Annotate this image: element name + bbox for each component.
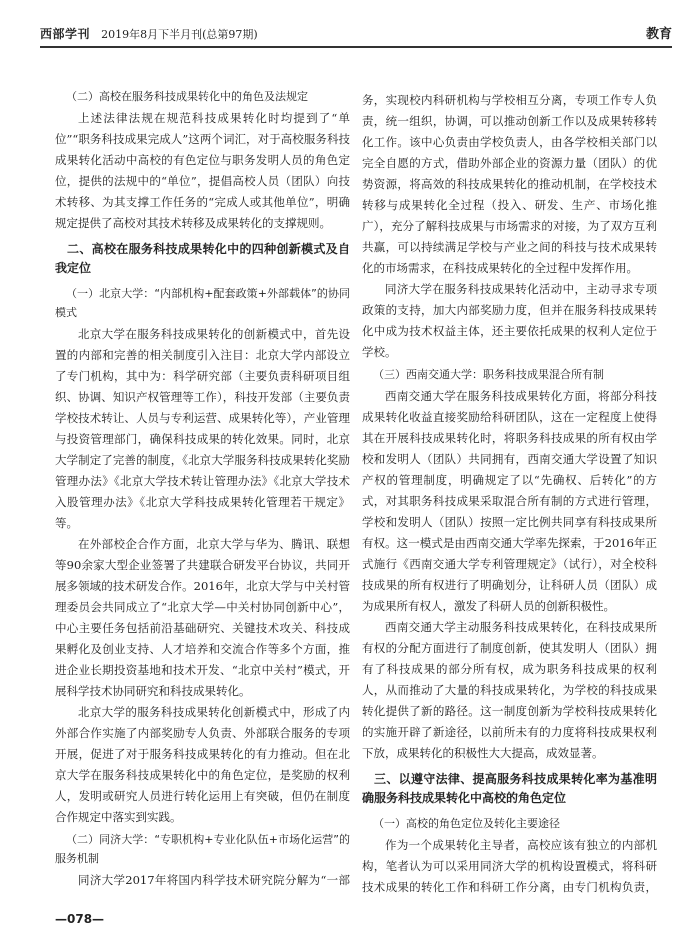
subsection-heading: （三）西南交通大学：职务科技成果混合所有制	[373, 368, 604, 381]
section-heading: 三、以遵守法律、提高服务科技成果转化率为基准明确服务科技成果转化中高校的角色定位	[362, 772, 657, 805]
page-header	[40, 20, 672, 44]
subsection-heading: （一）高校的角色定位及转化主要途径	[373, 817, 560, 830]
paragraph-continued: 务，实现校内科研机构与学校相互分离，专项工作专人负责，统一组织，协调，可以推动创新工作以及成果转移转化工作。该中心负责由学校负责人，由各学校相关部门以完全自愿的方式，借助外部企业的资源力量（团队）的优势资源，将高效的科技成果转化的推动机制，在学校技术转移与成果转化全过程（投入、研发、生产、市场化推广），充分了解科技成果与市场需求的对接，为了双方互利共赢，可以持续满足学校与产业之间的科技与技术成果转化的市场需求，在科技成果转化的全过程中发挥作用。	[362, 93, 657, 275]
subsection-heading: （二）同济大学：“专职机构+专业化队伍+市场化运营”的服务机制	[55, 833, 350, 865]
header-rule	[40, 46, 672, 48]
paragraph: 作为一个成果转化主导者，高校应该有独立的内部机构，笔者认为可以采用同济大学的机构设置模式，将科研技术成果的转化工作和科研工作分离，由专门机构负责，	[362, 838, 657, 894]
paragraph: 上述法律法规在规范科技成果转化时均提到了“单位”“职务科技成果完成人”这两个词汇，对于高校服务科技成果转化活动中高校的有色定位与职务发明人员的角色定位，提供的法规中的“单位”，提倡高校人员（团队）向技术转移、为其支撑工作任务的“完成人或其他单位”，明确规定提供了高校对其技术转移及成果转化的支撑规则。	[55, 111, 350, 230]
page-number: —078—	[55, 912, 105, 926]
section-label: 教育	[645, 26, 672, 42]
paragraph: 北京大学的服务科技成果转化创新模式中，形成了内外部合作实施了内部奖励专人负责、外部联合服务的专项开展，促进了对于服务科技成果转化的有力推动。但在北京大学在服务科技成果转化中的角色定位，是奖励的权利人，发明或研究人员进行转化运用上有突破，但仍在制度合作规定中落实到实践。	[55, 705, 350, 824]
right-column	[362, 90, 657, 900]
left-column	[55, 85, 350, 895]
subsection-heading: （二）高校在服务科技成果转化中的角色及法规定	[66, 90, 308, 103]
paragraph: 北京大学在服务科技成果转化的创新模式中，首先设置的内部和完善的相关制度引入注目：北京大学内部设立了专门机构，其中为：科学研究部（主要负责科研项目组织、协调、知识产权管理等工作），科技开发部（主要负责学校技术转让、人员与专利运营、成果转化等），产业管理与投资管理部门，确保科技成果的转化效果。同时，北京大学制定了完善的制度，《北京大学服务科技成果转化奖励管理办法》《北京大学技术转让管理办法》《北京大学技术入股管理办法》《北京大学科技成果转化管理若干规定》等。	[55, 327, 350, 530]
journal-name: 西部学刊	[40, 26, 91, 41]
paragraph: 同济大学在服务科技成果转化活动中，主动寻求专项政策的支持，加大内部奖励力度，但并在服务科技成果转化中成为技术权益主体，还主要依托成果的权利人定位于学校。	[362, 282, 657, 359]
paragraph: 西南交通大学在服务科技成果转化方面，将部分科技成果转化收益直接奖励给科研团队，这在一定程度上使得其在开展科技成果转化时，将职务科技成果的所有权由学校和发明人（团队）共同拥有，西南交通大学设置了知识产权的管理制度，明确规定了以“先确权、后转化”的方式，对其职务科技成果采取混合所有制的方式进行管理，学校和发明人（团队）按照一定比例共同享有科技成果所有权。这一模式是由西南交通大学率先探索，于2016年正式施行《西南交通大学专利管理规定》（试行），对全校科技成果的所有权进行了明确划分，让科研人员（团队）成为成果所有权人，激发了科研人员的创新积极性。	[362, 389, 657, 613]
paragraph: 同济大学2017年将国内科学技术研究院分解为“一部	[78, 873, 350, 887]
issue-info: 2019年8月下半月刊(总第97期)	[101, 27, 258, 41]
subsection-heading: （一）北京大学：“内部机构+配套政策+外部载体”的协同模式	[55, 287, 350, 319]
section-heading: 二、高校在服务科技成果转化中的四种创新模式及自我定位	[55, 242, 350, 275]
paragraph: 西南交通大学主动服务科技成果转化，在科技成果所有权的分配方面进行了制度创新，使其发明人（团队）拥有了科技成果的部分所有权，成为职务科技成果的权利人，从而推动了大量的科技成果转化，为学校的科技成果转化提供了新的路径。这一制度创新为学校科技成果转化的实施开辟了新途径，以前所未有的力度将科技成果权利下放，成果转化的积极性大大提高，成效显著。	[362, 620, 657, 760]
paragraph: 在外部校企合作方面，北京大学与华为、腾讯、联想等90余家大型企业签署了共建联合研发平台协议，共同开展多领域的技术研发合作。2016年，北京大学与中关村管理委员会共同成立了“北京大学—中关村协同创新中心”，中心主要任务包括前沿基础研究、关键技术攻关、科技成果孵化及创业支持、人才培养和交流合作等多个方面，推进企业长期投资基地和技术开发、“北京中关村”模式，开展科学技术协同研究和科技成果转化。	[55, 537, 350, 698]
